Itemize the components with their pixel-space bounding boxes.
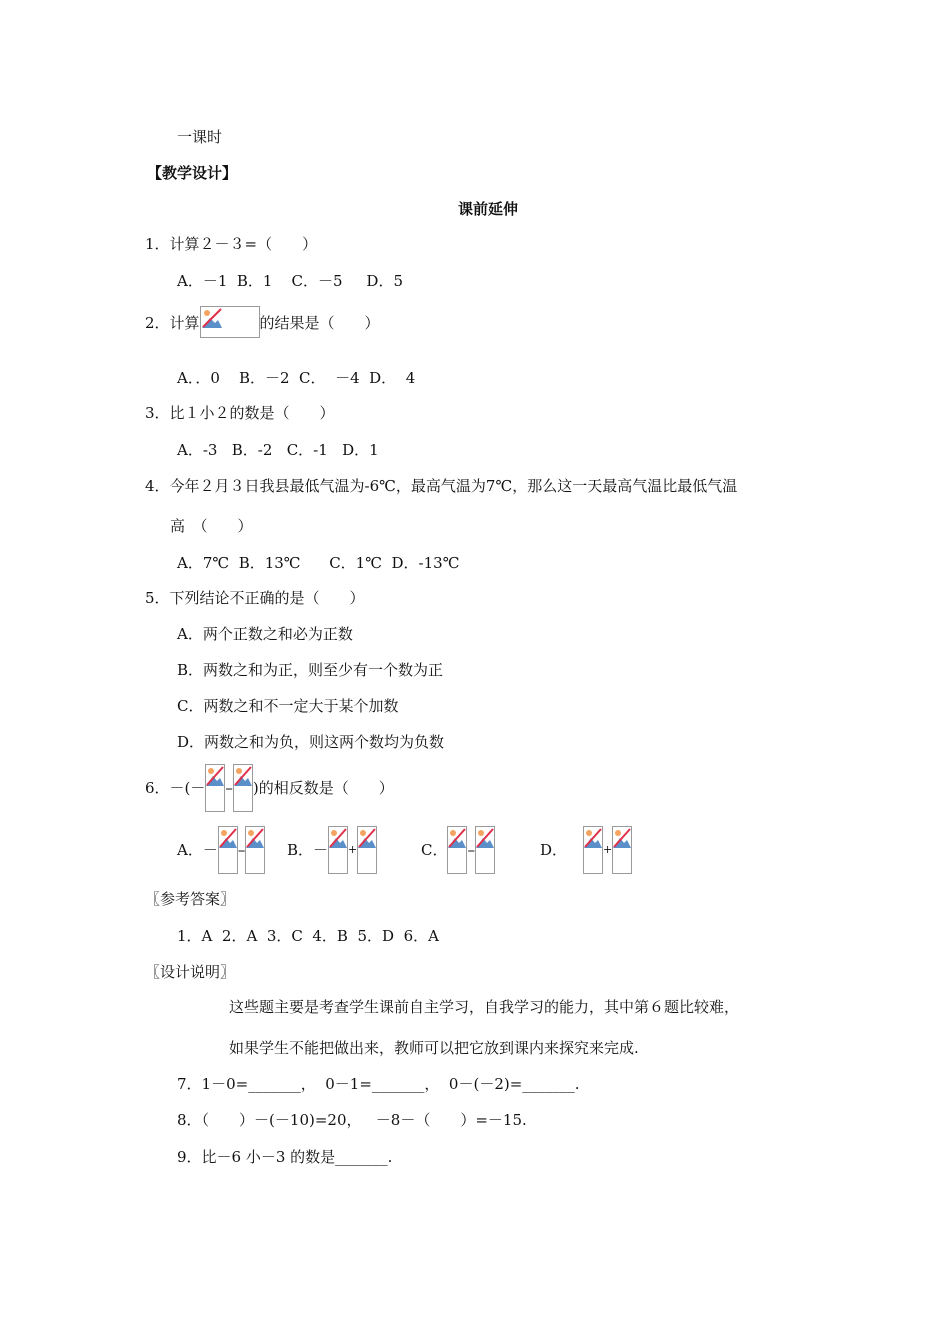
question-2-stem-pre: 2．计算	[145, 314, 200, 332]
question-4-options: A．7℃ B．13℃ C．1℃ D．-13℃	[177, 554, 460, 572]
formula-image-icon	[612, 826, 632, 874]
option-d-operator: +	[603, 843, 613, 856]
option-b-operator: +	[348, 843, 358, 856]
question-5-option-c: C．两数之和不一定大于某个加数	[177, 697, 399, 715]
question-6-option-c	[421, 826, 495, 874]
formula-image-icon	[447, 826, 467, 874]
design-notes-line-1: 这些题主要是考查学生课前自主学习，自我学习的能力，其中第６题比较难，	[229, 998, 740, 1016]
formula-image-icon	[583, 826, 603, 874]
formula-image-icon	[200, 306, 260, 338]
question-6-operator: –	[225, 779, 233, 797]
question-6-option-b	[287, 826, 377, 874]
question-1: 1．计算２－３=（ ）	[145, 235, 318, 253]
question-6-stem-pre: 6．－(－	[145, 779, 206, 797]
formula-image-icon	[357, 826, 377, 874]
section-heading: 【教学设计】	[147, 164, 238, 182]
formula-image-icon	[205, 764, 225, 812]
question-2-stem-post: 的结果是（ ）	[259, 314, 380, 332]
page-title: 课前延伸	[458, 200, 519, 218]
design-notes-line-2: 如果学生不能把做出来，教师可以把它放到课内来探究来完成.	[229, 1039, 639, 1057]
question-5: 5．下列结论不正确的是（ ）	[145, 589, 365, 607]
lesson-label: 一课时	[177, 128, 223, 146]
question-6-option-a	[177, 826, 265, 874]
formula-image-icon	[475, 826, 495, 874]
design-notes-label: 〖设计说明〗	[145, 963, 236, 981]
option-c-operator: –	[467, 841, 475, 859]
question-9: 9．比－6 小－3 的数是_______.	[177, 1148, 393, 1166]
question-6-stem-post: )的相反数是（ ）	[252, 779, 394, 797]
question-4: 4．今年２月３日我县最低气温为-6℃，最高气温为7℃，那么这一天最高气温比最低气温	[145, 477, 738, 495]
formula-image-icon	[245, 826, 265, 874]
question-2	[145, 310, 380, 338]
option-a-label: A．－	[177, 841, 218, 859]
question-5-option-a: A．两个正数之和必为正数	[177, 625, 353, 643]
option-d-label: D．	[540, 841, 568, 859]
question-1-options: A．－1 B．1 C．－5 D．5	[177, 272, 403, 290]
answers-text: 1．A 2．A 3．C 4．B 5．D 6．A	[177, 927, 439, 945]
question-2-options: A．．0 B．－2 C． －4 D． 4	[177, 369, 416, 387]
question-3: 3．比１小２的数是（ ）	[145, 404, 335, 422]
question-4-continued: 高 （ ）	[170, 517, 253, 535]
question-5-option-b: B．两数之和为正，则至少有一个数为正	[177, 661, 444, 679]
question-6-option-d	[540, 826, 632, 874]
formula-image-icon	[328, 826, 348, 874]
question-8: 8．（ ）－(－10)=20， －8－（ ）=－15.	[177, 1111, 527, 1129]
question-5-option-d: D．两数之和为负，则这两个数均为负数	[177, 733, 445, 751]
option-b-label: B．－	[287, 841, 329, 859]
answers-label: 〖参考答案〗	[145, 890, 236, 908]
formula-image-icon	[218, 826, 238, 874]
formula-image-icon	[233, 764, 253, 812]
option-c-label: C．	[421, 841, 448, 859]
question-3-options: A．-3 B．-2 C．-1 D．1	[177, 441, 379, 459]
option-a-operator: –	[237, 841, 246, 859]
question-7: 7．1－0=_______， 0－1=_______， 0－(－2)=_______.	[177, 1075, 580, 1093]
question-6	[145, 764, 394, 812]
